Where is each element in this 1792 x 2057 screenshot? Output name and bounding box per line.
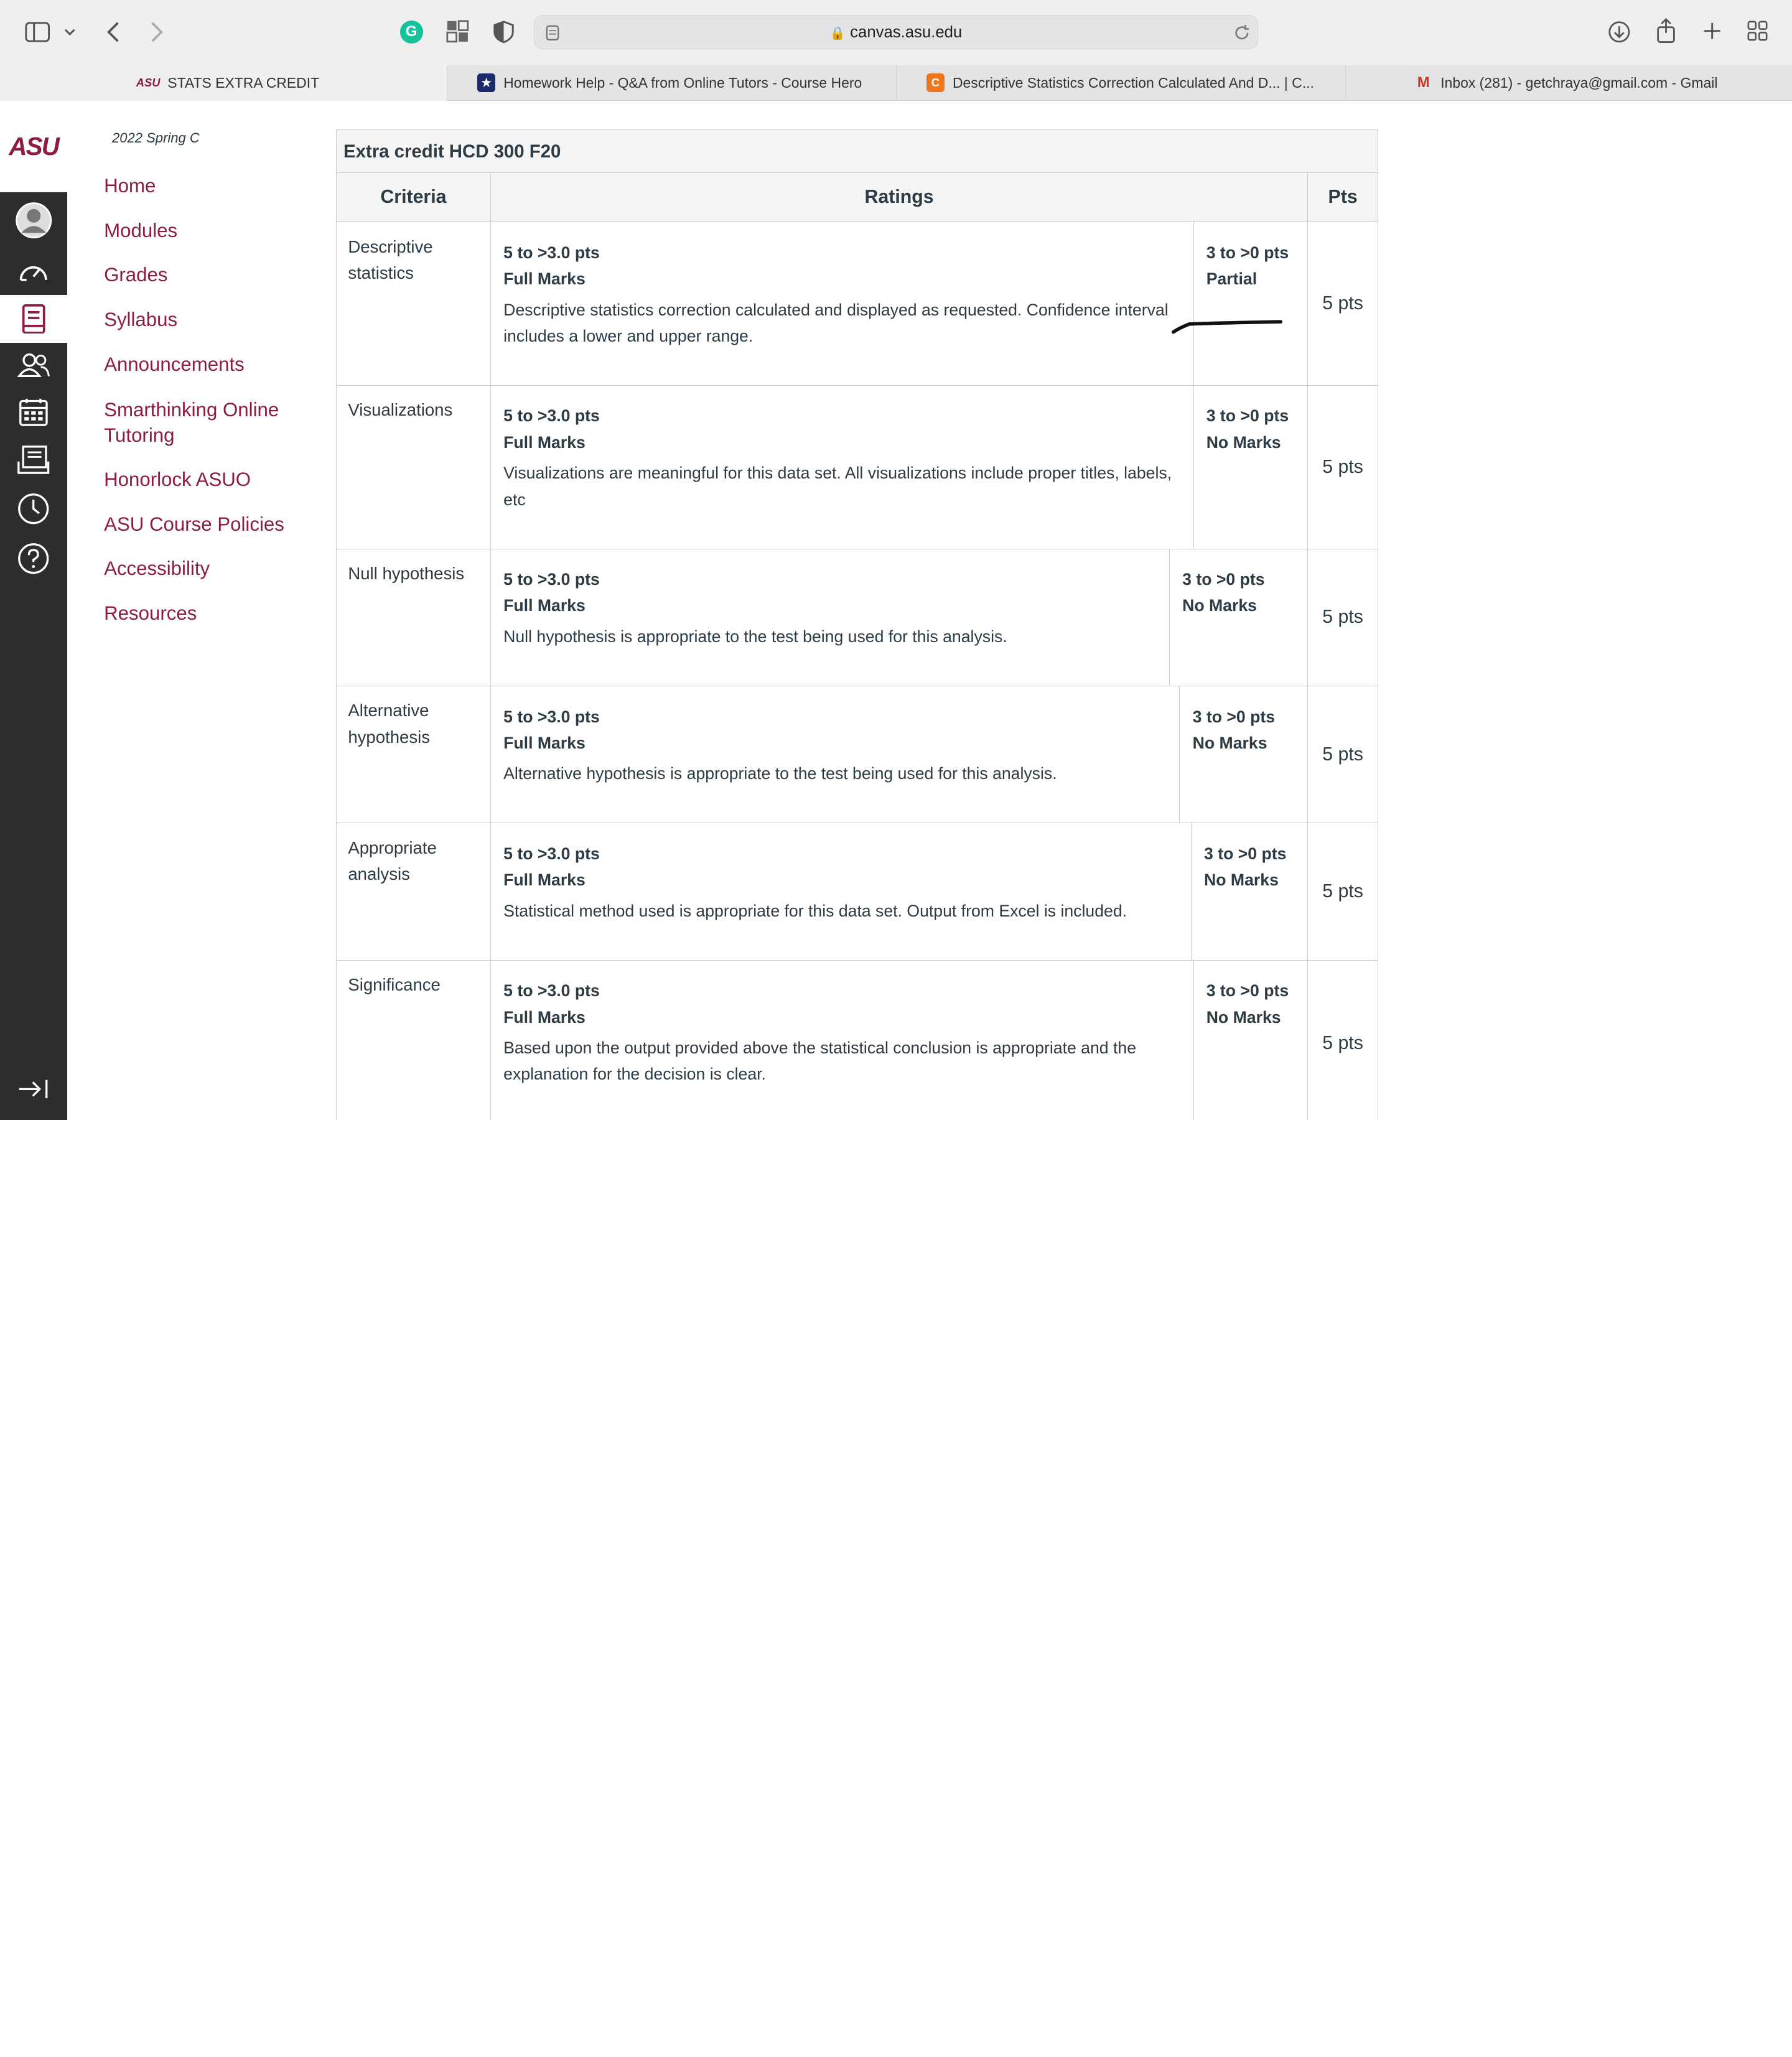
tab-label: Descriptive Statistics Correction Calculated And D... | C...	[952, 74, 1314, 91]
course-nav-grades[interactable]: Grades	[104, 264, 168, 286]
calendar-icon[interactable]	[0, 388, 67, 436]
asu-logo[interactable]	[0, 101, 67, 192]
rubric-row	[337, 823, 1378, 960]
rating-pts: 3 to >0 pts	[1206, 243, 1289, 262]
rating-label: Full Marks	[503, 1007, 586, 1027]
chegg-favicon: C	[926, 73, 945, 91]
rating-full	[491, 823, 1192, 959]
tab-label: STATS EXTRA CREDIT	[167, 74, 320, 91]
rubric-row	[337, 686, 1378, 823]
rubric-row	[337, 549, 1378, 686]
rating-pts: 5 to >3.0 pts	[503, 406, 600, 426]
logo-text: ASU	[9, 131, 59, 161]
course-nav-course-policies[interactable]: ASU Course Policies	[104, 513, 284, 535]
ratings-cell	[491, 823, 1308, 959]
tab-label: Inbox (281) - getchraya@gmail.com - Gmail	[1440, 74, 1718, 91]
extension-grid-icon[interactable]	[446, 19, 470, 44]
rating-description: Alternative hypothesis is appropriate to the test being used for this analysis.	[503, 764, 1057, 783]
criterion-name: Descriptive statistics	[337, 222, 491, 385]
rating-partial	[1180, 686, 1307, 823]
rating-description: Descriptive statistics correction calculated and displayed as requested. Confidence interval includes a lower and upper range.	[503, 300, 1169, 345]
course-nav-home[interactable]: Home	[104, 175, 156, 197]
rating-partial	[1170, 549, 1307, 686]
tab-overview-icon[interactable]	[1746, 19, 1769, 42]
tab-bar	[0, 65, 1792, 101]
course-nav-accessibility[interactable]: Accessibility	[104, 557, 210, 580]
forward-icon[interactable]	[144, 18, 169, 45]
rating-pts: 5 to >3.0 pts	[503, 243, 600, 262]
criterion-points: 5 pts	[1322, 1032, 1363, 1053]
rating-description: Based upon the output provided above the statistical conclusion is appropriate and the explanation for the decision is clear.	[503, 1038, 1137, 1084]
rating-partial	[1194, 222, 1308, 385]
browser-toolbar	[0, 0, 1792, 65]
tab-label: Homework Help - Q&A from Online Tutors - Course Hero	[503, 74, 862, 91]
coursehero-favicon: ★	[477, 73, 495, 91]
rating-full	[491, 386, 1194, 549]
rubric-row	[337, 386, 1378, 549]
grammarly-icon[interactable]: G	[400, 21, 423, 44]
rating-label: Full Marks	[503, 870, 586, 890]
dashboard-icon[interactable]	[0, 247, 67, 295]
rating-partial	[1192, 823, 1307, 959]
course-nav-announcements[interactable]: Announcements	[104, 353, 245, 375]
rating-pts: 5 to >3.0 pts	[503, 844, 600, 863]
rating-pts: 5 to >3.0 pts	[503, 570, 600, 589]
criterion-name: Significance	[337, 961, 491, 1120]
rating-pts: 3 to >0 pts	[1182, 570, 1265, 589]
course-nav-syllabus[interactable]: Syllabus	[104, 309, 178, 331]
rating-label: Partial	[1206, 269, 1258, 289]
rating-description: Visualizations are meaningful for this data set. All visualizations include proper titles, labels, etc	[503, 464, 1172, 509]
rating-full	[491, 549, 1170, 686]
chevron-down-icon[interactable]	[62, 23, 78, 41]
rating-label: Full Marks	[503, 269, 586, 289]
criterion-points: 5 pts	[1322, 881, 1363, 902]
downloads-icon[interactable]	[1607, 19, 1631, 44]
groups-icon[interactable]	[0, 340, 67, 388]
collapse-icon[interactable]	[0, 1065, 67, 1113]
share-icon[interactable]	[1655, 17, 1678, 45]
account-icon[interactable]	[0, 197, 67, 245]
reload-icon[interactable]	[1233, 24, 1251, 42]
rating-pts: 3 to >0 pts	[1204, 844, 1287, 863]
global-navigation	[0, 101, 67, 1120]
rating-label: Full Marks	[503, 596, 586, 615]
course-nav-resources[interactable]: Resources	[104, 602, 197, 625]
sidebar-toggle-icon[interactable]	[23, 18, 53, 45]
url-value: canvas.asu.edu	[850, 23, 963, 41]
asu-favicon: ASU	[136, 76, 161, 90]
course-navigation	[67, 101, 336, 1120]
ratings-cell	[491, 686, 1308, 823]
gmail-favicon: M	[1417, 74, 1430, 91]
rating-label: No Marks	[1182, 596, 1257, 615]
rating-partial	[1194, 961, 1308, 1120]
criterion-name: Appropriate analysis	[337, 823, 491, 959]
course-nav-smarthinking[interactable]: Smarthinking Online Tutoring	[104, 399, 279, 446]
lock-icon: 🔒	[829, 26, 846, 40]
ratings-cell	[491, 549, 1308, 686]
rating-label: Full Marks	[503, 432, 586, 452]
tab-course-hero[interactable]	[447, 65, 896, 101]
course-nav-honorlock[interactable]: Honorlock ASUO	[104, 469, 251, 491]
ratings-header: Ratings	[491, 173, 1308, 222]
rubric-row	[337, 222, 1378, 386]
rubric-table	[336, 129, 1378, 1120]
rating-pts: 3 to >0 pts	[1206, 406, 1289, 426]
rating-full	[491, 686, 1180, 823]
ratings-cell	[491, 222, 1308, 385]
history-icon[interactable]	[0, 485, 67, 533]
rating-partial	[1194, 386, 1308, 549]
ratings-cell	[491, 386, 1308, 549]
rating-label: No Marks	[1206, 1007, 1281, 1027]
rating-label: No Marks	[1206, 432, 1281, 452]
tab-chegg[interactable]	[896, 65, 1345, 101]
rating-pts: 5 to >3.0 pts	[503, 981, 600, 1001]
rating-label: No Marks	[1204, 870, 1279, 890]
criterion-points: 5 pts	[1322, 744, 1363, 765]
pen-annotation	[1171, 316, 1290, 339]
term-label: 2022 Spring C	[111, 130, 200, 146]
criterion-name: Visualizations	[337, 386, 491, 549]
rubric-header	[337, 173, 1378, 222]
pts-header: Pts	[1328, 187, 1358, 208]
address-bar[interactable]	[534, 15, 1258, 49]
rating-full	[491, 961, 1194, 1120]
tab-gmail[interactable]	[1345, 65, 1792, 101]
criterion-name: Null hypothesis	[337, 549, 491, 686]
tab-stats-extra-credit[interactable]	[0, 65, 447, 101]
rating-label: Full Marks	[503, 733, 586, 752]
help-icon[interactable]	[0, 535, 67, 583]
rubric-row	[337, 961, 1378, 1120]
criterion-name: Alternative hypothesis	[337, 686, 491, 823]
criterion-points: 5 pts	[1322, 607, 1363, 628]
url-text	[534, 24, 1258, 42]
rating-pts: 3 to >0 pts	[1206, 981, 1289, 1001]
criterion-points: 5 pts	[1322, 456, 1363, 477]
course-nav-modules[interactable]: Modules	[104, 219, 178, 241]
rating-label: No Marks	[1192, 733, 1267, 752]
ratings-cell	[491, 961, 1308, 1120]
rating-full	[491, 222, 1194, 385]
criteria-header: Criteria	[337, 173, 491, 222]
courses-icon[interactable]	[0, 295, 67, 343]
rating-description: Null hypothesis is appropriate to the test being used for this analysis.	[503, 627, 1007, 646]
rubric-title: Extra credit HCD 300 F20	[337, 130, 1378, 174]
rating-description: Statistical method used is appropriate for this data set. Output from Excel is included.	[503, 901, 1127, 920]
rating-pts: 5 to >3.0 pts	[503, 707, 600, 726]
criterion-points: 5 pts	[1322, 293, 1363, 314]
rating-pts: 3 to >0 pts	[1192, 707, 1276, 726]
back-icon[interactable]	[101, 18, 126, 45]
inbox-icon[interactable]	[0, 437, 67, 485]
privacy-shield-icon[interactable]	[493, 19, 516, 44]
new-tab-icon[interactable]	[1701, 19, 1724, 42]
